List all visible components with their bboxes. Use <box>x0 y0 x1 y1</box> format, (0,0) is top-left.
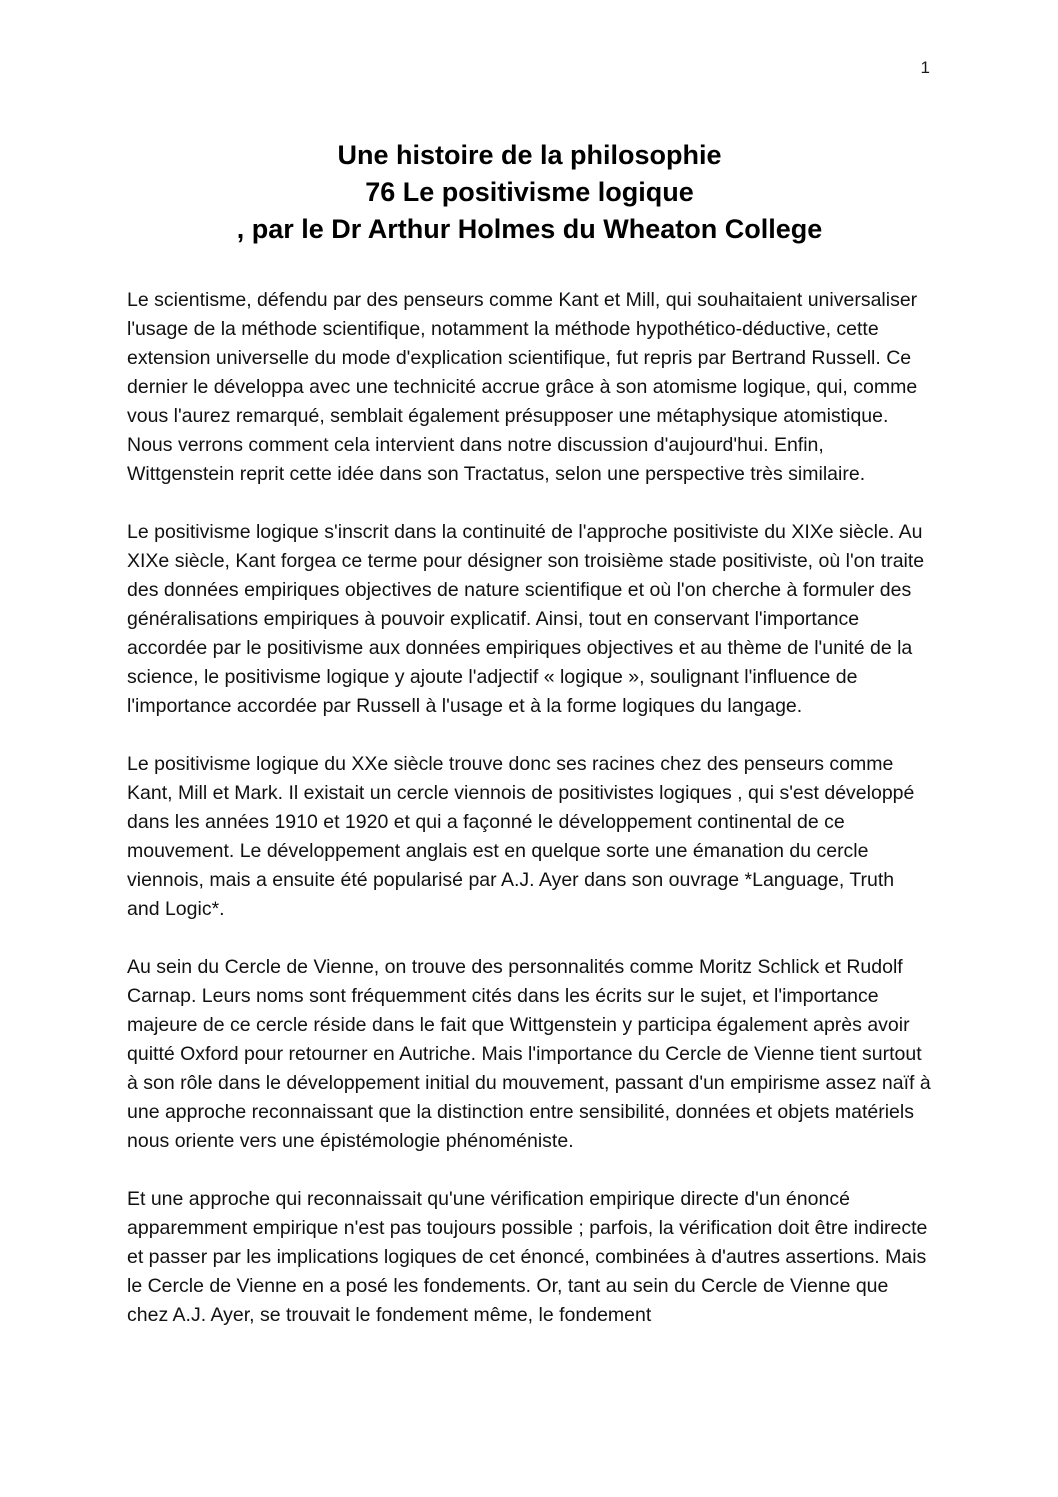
paragraph-2: Le positivisme logique s'inscrit dans la continuité de l'approche positiviste du XIXe siècle. Au XIXe siècle, Kant forgea ce terme pour désigner son troisième stade positiviste, où l'on traite des données empiriques objectives de nature scientifique et où l'on cherche à formuler des généralisations empiriques à pouvoir explicatif. Ainsi, tout en conservant l'importance accordée par le positivisme aux données empiriques objectives et au thème de l'unité de la science, le positivisme logique y ajoute l'adjectif « logique », soulignant l'influence de l'importance accordée par Russell à l'usage et à la forme logiques du langage. <box>127 521 925 717</box>
page-number: 1 <box>920 58 930 77</box>
document-title <box>127 137 932 248</box>
title-line-3: , par le Dr Arthur Holmes du Wheaton College <box>236 214 823 244</box>
document-body <box>127 286 932 1330</box>
paragraph-1: Le scientisme, défendu par des penseurs comme Kant et Mill, qui souhaitaient universaliser l'usage de la méthode scientifique, notamment la méthode hypothético-déductive, cette extension universelle du mode d'explication scientifique, fut repris par Bertrand Russell. Ce dernier le développa avec une technicité accrue grâce à son atomisme logique, qui, comme vous l'aurez remarqué, semblait également présupposer une métaphysique atomistique. Nous verrons comment cela intervient dans notre discussion d'aujourd'hui. Enfin, Wittgenstein reprit cette idée dans son Tractatus, selon une perspective très similaire. <box>127 289 918 485</box>
title-line-2: 76 Le positivisme logique <box>365 177 694 207</box>
paragraph-3: Le positivisme logique du XXe siècle trouve donc ses racines chez des penseurs comme Kant, Mill et Mark. Il existait un cercle viennois de positivistes logiques , qui s'est développé dans les années 1910 et 1920 et qui a façonné le développement continental de ce mouvement. Le développement anglais est en quelque sorte une émanation du cercle viennois, mais a ensuite été popularisé par A.J. Ayer dans son ouvrage *Language, Truth and Logic*. <box>127 753 915 920</box>
title-line-1: Une histoire de la philosophie <box>337 140 722 170</box>
paragraph-5: Et une approche qui reconnaissait qu'une vérification empirique directe d'un énoncé apparemment empirique n'est pas toujours possible ; parfois, la vérification doit être indirecte et passer par les implications logiques de cet énoncé, combinées à d'autres assertions. Mais le Cercle de Vienne en a posé les fondements. Or, tant au sein du Cercle de Vienne que chez A.J. Ayer, se trouvait le fondement même, le fondement <box>127 1188 928 1326</box>
paragraph-4: Au sein du Cercle de Vienne, on trouve des personnalités comme Moritz Schlick et Rudolf Carnap. Leurs noms sont fréquemment cités dans les écrits sur le sujet, et l'importance majeure de ce cercle réside dans le fait que Wittgenstein y participa également après avoir quitté Oxford pour retourner en Autriche. Mais l'importance du Cercle de Vienne tient surtout à son rôle dans le développement initial du mouvement, passant d'un empirisme assez naïf à une approche reconnaissant que la distinction entre sensibilité, données et objets matériels nous oriente vers une épistémologie phénoméniste. <box>127 956 931 1152</box>
